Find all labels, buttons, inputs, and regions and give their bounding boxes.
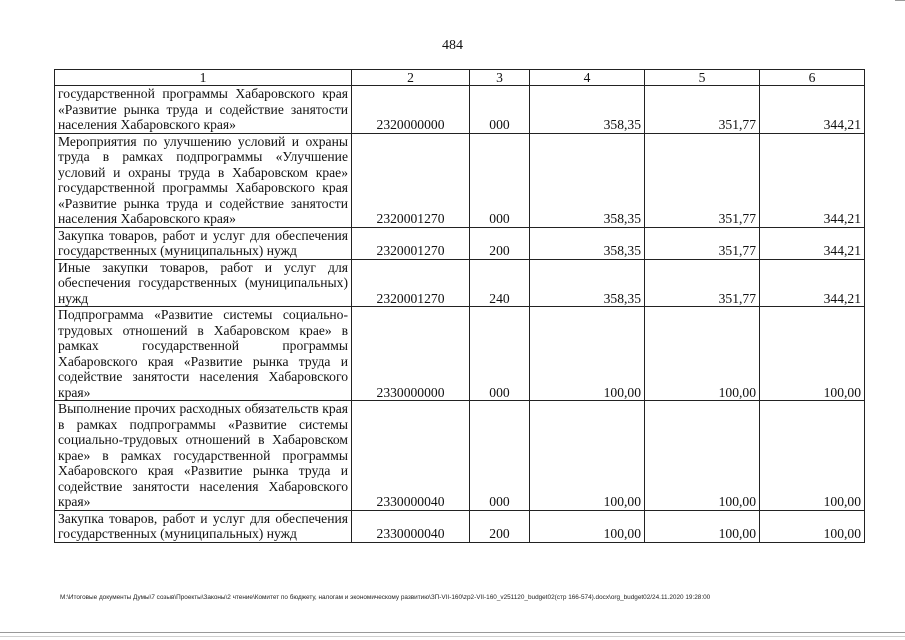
expense-name: Закупка товаров, работ и услуг для обеспечения государственных (муниципальных) нужд: [55, 510, 352, 542]
target-article-code: 2330000040: [352, 510, 470, 542]
amount-col6: 344,21: [760, 133, 865, 227]
amount-col5: 100,00: [645, 307, 760, 401]
budget-table: [54, 69, 865, 543]
expense-type-code: 200: [470, 510, 530, 542]
page-number: 484: [442, 38, 463, 53]
amount-col4: 358,35: [530, 86, 645, 134]
amount-col4: 100,00: [530, 307, 645, 401]
column-header: 6: [760, 70, 865, 86]
amount-col5: 351,77: [645, 227, 760, 259]
amount-col6: 100,00: [760, 307, 865, 401]
target-article-code: 2320001270: [352, 133, 470, 227]
page-bottom-edge: [0, 632, 905, 633]
expense-type-code: 000: [470, 133, 530, 227]
expense-name: Мероприятия по улучшению условий и охраны труда в рамках подпрограммы «Улучшение условий и охраны труда в Хабаровском крае» государственной программы Хабаровского края «Развитие рынка труда и содействие занятости населения Хабаровского края»: [55, 133, 352, 227]
amount-col6: 344,21: [760, 259, 865, 307]
document-file-path: M:\Итоговые документы Думы\7 созыв\Проекты\Законы\2 чтение\Комитет по бюджету, налогам и экономическому развитию\ЗП-VII-160\zp2-VII-160_v251120_budget02(стр 166-574).docx\org_budget02/24.11.2020 19:28:00: [60, 594, 711, 601]
page-bottom-edge-shadow: [0, 636, 905, 637]
amount-col5: 100,00: [645, 401, 760, 511]
amount-col6: 100,00: [760, 401, 865, 511]
column-header: 5: [645, 70, 760, 86]
column-header: 3: [470, 70, 530, 86]
expense-name: государственной программы Хабаровского края «Развитие рынка труда и содействие занятости населения Хабаровского края»: [55, 86, 352, 134]
expense-name: Выполнение прочих расходных обязательств края в рамках подпрограммы «Развитие системы социально-трудовых отношений в Хабаровском крае» в рамках государственной программы Хабаровского края «Развитие рынка труда и содействие занятости населения Хабаровского края»: [55, 401, 352, 511]
amount-col6: 100,00: [760, 510, 865, 542]
target-article-code: 2320001270: [352, 227, 470, 259]
target-article-code: 2320000000: [352, 86, 470, 134]
amount-col5: 351,77: [645, 259, 760, 307]
amount-col5: 351,77: [645, 133, 760, 227]
target-article-code: 2320001270: [352, 259, 470, 307]
amount-col4: 358,35: [530, 259, 645, 307]
amount-col6: 344,21: [760, 227, 865, 259]
amount-col4: 100,00: [530, 401, 645, 511]
amount-col5: 100,00: [645, 510, 760, 542]
corner-line: [895, 0, 905, 1]
column-header: 4: [530, 70, 645, 86]
column-header: 2: [352, 70, 470, 86]
table-row: [55, 133, 865, 227]
target-article-code: 2330000000: [352, 307, 470, 401]
table-row: [55, 401, 865, 511]
expense-type-code: 200: [470, 227, 530, 259]
amount-col6: 344,21: [760, 86, 865, 134]
table-row: [55, 86, 865, 134]
table-row: [55, 307, 865, 401]
expense-name: Иные закупки товаров, работ и услуг для обеспечения государственных (муниципальных) нужд: [55, 259, 352, 307]
expense-name: Подпрограмма «Развитие системы социально-трудовых отношений в Хабаровском крае» в рамках государственной программы Хабаровского края «Развитие рынка труда и содействие занятости населения Хабаровского края»: [55, 307, 352, 401]
expense-type-code: 000: [470, 86, 530, 134]
target-article-code: 2330000040: [352, 401, 470, 511]
expense-name: Закупка товаров, работ и услуг для обеспечения государственных (муниципальных) нужд: [55, 227, 352, 259]
column-number-row: [55, 70, 865, 86]
column-header: 1: [55, 70, 352, 86]
amount-col4: 358,35: [530, 133, 645, 227]
amount-col4: 100,00: [530, 510, 645, 542]
amount-col5: 351,77: [645, 86, 760, 134]
table-row: [55, 227, 865, 259]
amount-col4: 358,35: [530, 227, 645, 259]
expense-type-code: 000: [470, 307, 530, 401]
expense-type-code: 000: [470, 401, 530, 511]
table-row: [55, 510, 865, 542]
table-row: [55, 259, 865, 307]
expense-type-code: 240: [470, 259, 530, 307]
